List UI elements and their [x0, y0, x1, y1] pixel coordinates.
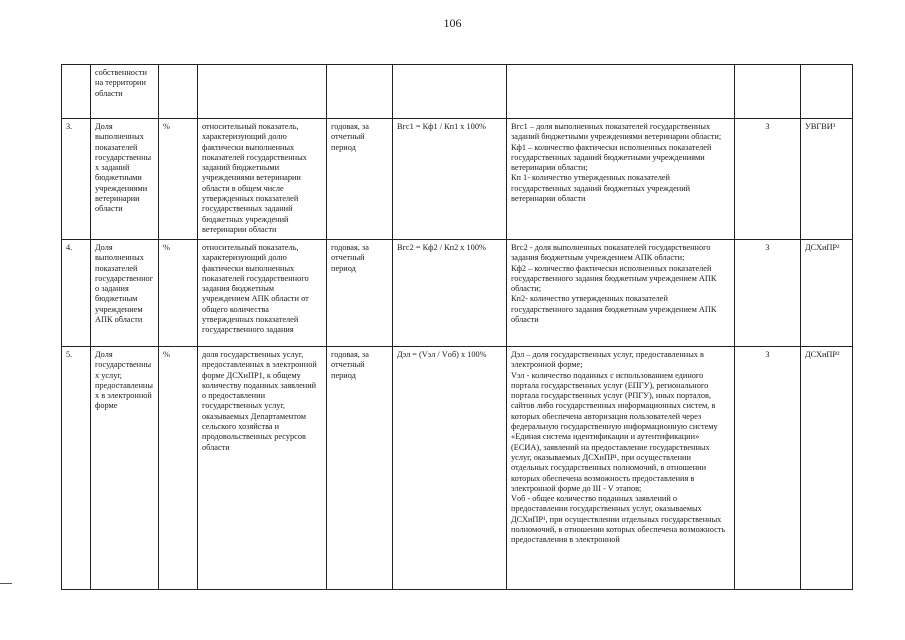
cell-name: Доля выполненных показателей государственного задания бюджетным учреждением АПК области: [91, 240, 159, 347]
page-number: 106: [443, 16, 462, 30]
cell-unit: %: [159, 240, 198, 347]
cell-unit: [159, 65, 198, 119]
cell-description: Вгс2 - доля выполненных показателей государственного задания бюджетным учреждением АПК области; Кф2 – количество фактически исполненных показателей государственного задания бюджетным учреждением АПК области; Кп2- количество утвержденных показателей государственного задания бюджетным учреждением АПК области: [507, 240, 735, 347]
cell-definition: [198, 65, 327, 119]
cell-name: собственности на территории области: [91, 65, 159, 119]
cell-responsible: ДСХиПР²: [801, 347, 853, 590]
cell-formula: Вгс1 = Кф1 / Кп1 х 100%: [393, 119, 507, 240]
cell-responsible: УВГВИ³: [801, 119, 853, 240]
table-row: [62, 119, 853, 240]
margin-mark: [0, 583, 12, 584]
cell-periodicity: [327, 65, 393, 119]
cell-unit: %: [159, 119, 198, 240]
cell-formula: Дэл = (Vэл / Vоб) х 100%: [393, 347, 507, 590]
cell-formula: Вгс2 = Кф2 / Кп2 х 100%: [393, 240, 507, 347]
cell-periodicity: годовая, за отчетный период: [327, 347, 393, 590]
cell-formula: [393, 65, 507, 119]
cell-num: 4.: [62, 240, 91, 347]
table-row-continuation: [62, 65, 853, 119]
cell-responsible: [801, 65, 853, 119]
cell-definition: доля государственных услуг, предоставленных в электронной форме ДСХиПР1, к общему количеству поданных заявлений о предоставлении государственных услуг, оказываемых Департаментом сельского хозяйства и продовольственных ресурсов области: [198, 347, 327, 590]
cell-unit: %: [159, 347, 198, 590]
cell-num: 5.: [62, 347, 91, 590]
cell-name: Доля государственных услуг, предоставленных в электронной форме: [91, 347, 159, 590]
cell-definition: относительный показатель, характеризующий долю фактически выполненных показателей государственного задания бюджетным учреждением АПК области от общего количества утвержденных показателей государственного задания: [198, 240, 327, 347]
table-row: [62, 240, 853, 347]
cell-definition: относительный показатель, характеризующий долю фактически выполненных показателей государственных заданий бюджетными учреждениями ветеринарии области в общем числе утвержденных показателей государственных заданий бюджетных учреждений ветеринарии области: [198, 119, 327, 240]
cell-multiplier: 3: [735, 240, 801, 347]
cell-multiplier: 3: [735, 119, 801, 240]
cell-periodicity: годовая, за отчетный период: [327, 119, 393, 240]
cell-multiplier: [735, 65, 801, 119]
cell-description: Дэл – доля государственных услуг, предоставленных в электронной форме; Vэл - количество поданных с использованием единого портала государственных услуг (ЕПГУ), регионального портала государственных услуг (РПГУ), иных порталов, сайтов либо государственных информационных систем, в которых обеспечена авторизация пользователей через федеральную государственную информационную систему «Единая система идентификации и аутентификации» (ЕСИА), заявлений на предоставление государственных услуг, оказываемых ДСХиПР¹, при осуществлении отдельных государственных полномочий, в отношении которых обеспечена возможность предоставления в электронной форме до III - V этапов; Vоб - общее количество поданных заявлений о предоставлении государственных услуг, оказываемых ДСХиПР¹, при осуществлении отдельных государственных полномочий, в отношении которых обеспечена возможность предоставления в электронной: [507, 347, 735, 590]
cell-num: 3.: [62, 119, 91, 240]
cell-multiplier: 3: [735, 347, 801, 590]
cell-periodicity: годовая, за отчетный период: [327, 240, 393, 347]
table-row: [62, 347, 853, 590]
cell-description: Вгс1 – доля выполненных показателей государственных заданий бюджетными учреждениями ветеринарии области; Кф1 – количество фактически исполненных показателей государственных заданий бюджетными учреждениями ветеринарии области; Кп 1- количество утвержденных показателей государственных заданий бюджетных учреждений ветеринарии области: [507, 119, 735, 240]
cell-responsible: ДСХиПР²: [801, 240, 853, 347]
cell-description: [507, 65, 735, 119]
indicators-table: [61, 64, 853, 590]
cell-name: Доля выполненных показателей государственных заданий бюджетными учреждениями ветеринарии области: [91, 119, 159, 240]
cell-num: [62, 65, 91, 119]
